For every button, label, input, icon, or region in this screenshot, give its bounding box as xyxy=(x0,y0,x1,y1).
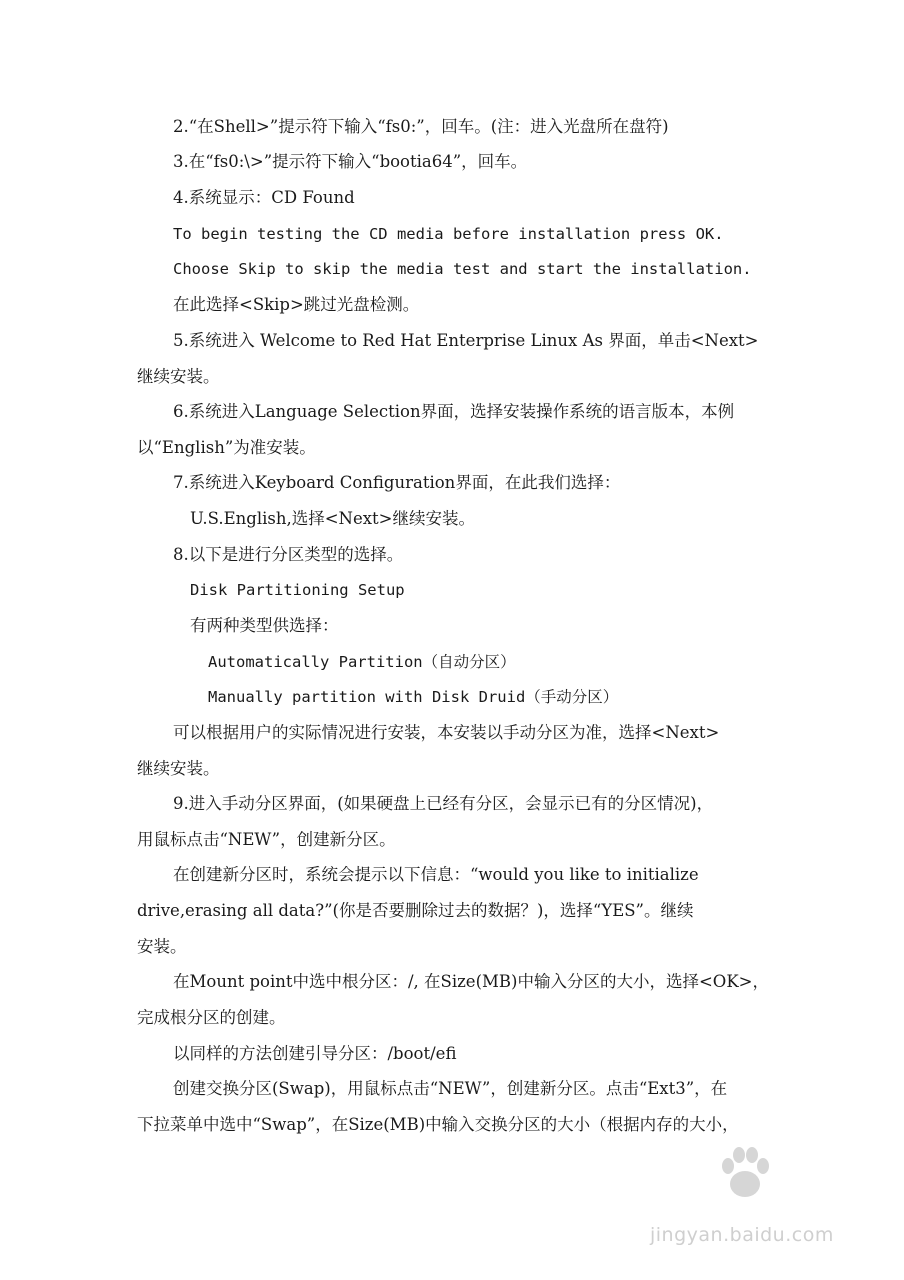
cd-message-line-2: Choose Skip to skip the media test and start the installation. xyxy=(173,260,752,278)
manual-partition-option: Manually partition with Disk Druid（手动分区） xyxy=(208,688,619,706)
disk-partitioning-setup: Disk Partitioning Setup xyxy=(190,581,405,599)
step-6-cont: 以“English”为准安装。 xyxy=(137,438,316,457)
step-5: 5.系统进入 Welcome to Red Hat Enterprise Linux As 界面，单击<Next> xyxy=(173,331,759,350)
root-partition-step-cont: 完成根分区的创建。 xyxy=(137,1008,286,1027)
step-2: 2.“在Shell>”提示符下输入“fs0:”，回车。(注：进入光盘所在盘符) xyxy=(173,117,669,136)
watermark-url: jingyan.baidu.com xyxy=(650,1224,834,1246)
step-7: 7.系统进入Keyboard Configuration界面，在此我们选择： xyxy=(173,473,621,492)
cd-message-line-1: To begin testing the CD media before installation press OK. xyxy=(173,225,724,243)
initialize-prompt: 在创建新分区时，系统会提示以下信息：“would you like to initialize xyxy=(173,865,699,884)
step-4: 4.系统显示：CD Found xyxy=(173,188,355,207)
step-5-cont: 继续安装。 xyxy=(137,367,220,386)
baidu-jingyan-watermark xyxy=(638,1140,858,1252)
step-3: 3.在“fs0:\>”提示符下输入“bootia64”，回车。 xyxy=(173,152,528,171)
step-8: 8.以下是进行分区类型的选择。 xyxy=(173,545,404,564)
initialize-prompt-end: 安装。 xyxy=(137,937,187,956)
swap-partition-step-cont: 下拉菜单中选中“Swap”，在Size(MB)中输入交换分区的大小（根据内存的大小， xyxy=(137,1115,739,1134)
skip-instruction: 在此选择<Skip>跳过光盘检测。 xyxy=(173,295,420,314)
baidu-paw-icon xyxy=(714,1142,776,1204)
step-6: 6.系统进入Language Selection界面，选择安装操作系统的语言版本，本例 xyxy=(173,402,735,421)
partition-types-intro: 有两种类型供选择： xyxy=(190,616,339,635)
boot-partition-step: 以同样的方法创建引导分区：/boot/efi xyxy=(173,1044,457,1063)
watermark-logo xyxy=(638,1140,858,1220)
initialize-prompt-cont: drive,erasing all data?”(你是否要删除过去的数据？)，选择“YES”。继续 xyxy=(137,901,694,920)
keyboard-choice: U.S.English,选择<Next>继续安装。 xyxy=(190,509,476,528)
step-9-cont: 用鼠标点击“NEW”，创建新分区。 xyxy=(137,830,396,849)
step-9: 9.进入手动分区界面，(如果硬盘上已经有分区，会显示已有的分区情况)， xyxy=(173,794,714,813)
manual-partition-note-cont: 继续安装。 xyxy=(137,759,220,778)
root-partition-step: 在Mount point中选中根分区：/, 在Size(MB)中输入分区的大小，选择<OK>， xyxy=(173,972,769,991)
auto-partition-option: Automatically Partition（自动分区） xyxy=(208,653,516,671)
swap-partition-step: 创建交换分区(Swap)，用鼠标点击“NEW”，创建新分区。点击“Ext3”，在 xyxy=(173,1079,728,1098)
manual-partition-note: 可以根据用户的实际情况进行安装，本安装以手动分区为准，选择<Next> xyxy=(173,723,720,742)
